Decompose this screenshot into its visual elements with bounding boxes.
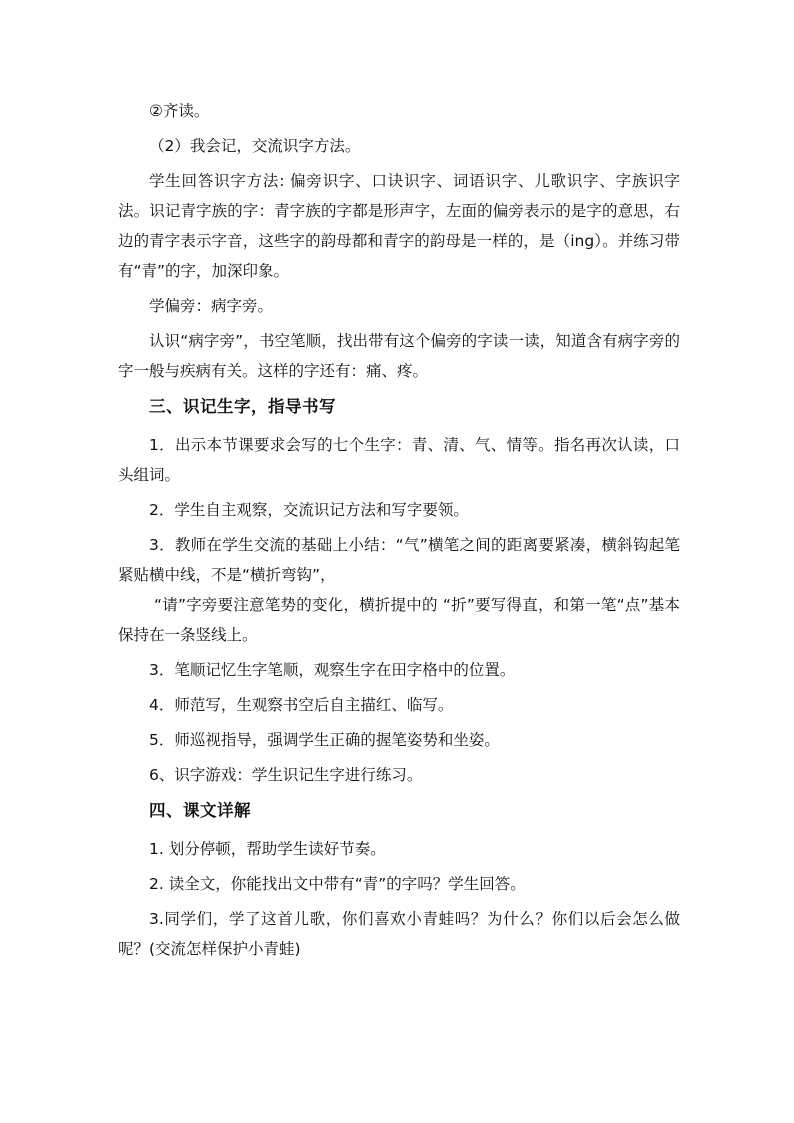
paragraph-read-together: ②齐读。	[149, 102, 210, 120]
paragraph-step-3b: 3．笔顺记忆生字笔顺，观察生字在田字格中的位置。	[149, 661, 516, 679]
paragraph-step-6: 6、识字游戏：学生识记生字进行练习。	[149, 766, 423, 784]
section-heading-writing: 三、识记生字，指导书写	[149, 397, 336, 416]
paragraph-disease-radical: 认识“病字旁”，书空笔顺，找出带有这个偏旁的字读一读，知道含有病字旁的字一般与疾病有关。这样的字还有：痛、疼。	[118, 332, 680, 380]
paragraph-step-1: 1．出示本节课要求会写的七个生字：青、清、气、情等。指名再次认读，口头组词。	[118, 436, 680, 484]
document-page	[118, 96, 680, 969]
paragraph-step-3: 3．教师在学生交流的基础上小结：“气”横笔之间的距离要紧凑，横斜钩起笔紧贴横中线，不是“横折弯钩”，	[118, 536, 680, 584]
paragraph-step-2: 2．学生自主观察，交流识记方法和写字要领。	[149, 501, 469, 519]
paragraph-memory-method: （2）我会记，交流识字方法。	[149, 137, 361, 155]
paragraph-radical: 学偏旁：病字旁。	[149, 297, 274, 315]
paragraph-literacy-methods: 学生回答识字方法: 偏旁识字、口诀识字、词语识字、儿歌识字、字族识字法。识记青字族的字：青字族的字都是形声字，左面的偏旁表示的是字的意思，右边的青字表示字音，这些字的韵母都和青字的韵母是一样的，是（ing）。并练习带有“青”的字，加深印象。	[118, 172, 680, 280]
paragraph-explain-3: 3.同学们，学了这首儿歌，你们喜欢小青蛙吗？为什么？你们以后会怎么做呢？(交流怎样保护小青蛙)	[118, 910, 680, 958]
paragraph-explain-2: 2. 读全文，你能找出文中带有“青”的字吗？学生回答。	[149, 875, 526, 893]
paragraph-step-4: 4．师范写，生观察书空后自主描红、临写。	[149, 696, 454, 714]
section-heading-text-explanation: 四、课文详解	[149, 801, 251, 820]
paragraph-explain-1: 1. 划分停顿，帮助学生读好节奏。	[149, 840, 386, 858]
paragraph-step-5: 5．师巡视指导，强调学生正确的握笔姿势和坐姿。	[149, 731, 500, 749]
paragraph-step-3-continued: “请”字旁要注意笔势的变化，横折提中的 “折”要写得直，和第一笔“点”基本保持在一条竖线上。	[118, 596, 680, 644]
